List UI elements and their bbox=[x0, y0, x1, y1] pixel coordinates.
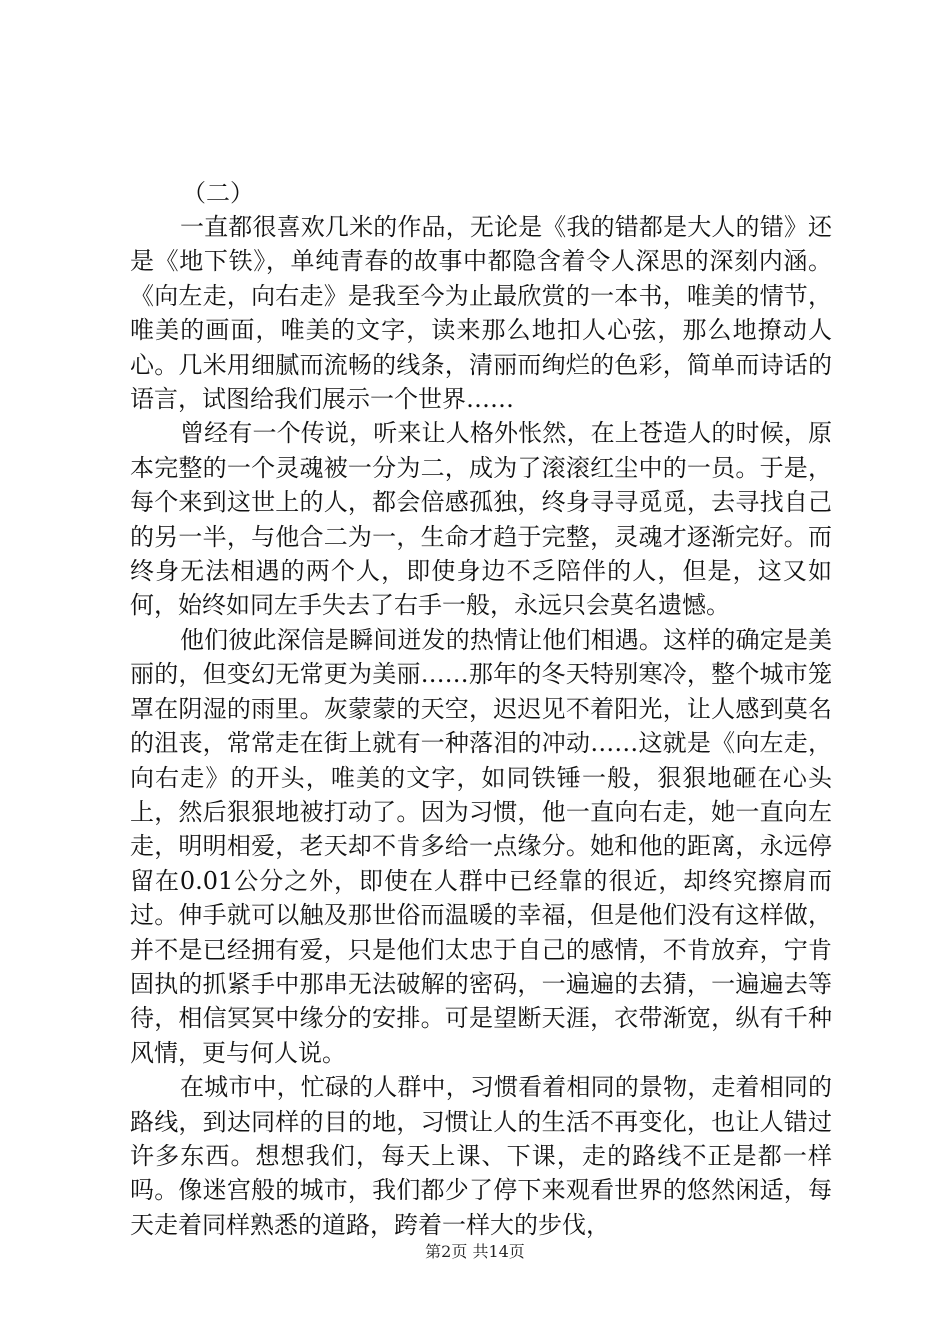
page-number-footer: 第2页 共14页 bbox=[425, 1242, 525, 1261]
paragraph-1: 一直都很喜欢几米的作品，无论是《我的错都是大人的错》还是《地下铁》，单纯青春的故事中都隐含着令人深思的深刻内涵。《向左走，向右走》是我至今为止最欣赏的一本书，唯美的情节，唯美的画面，唯美的文字，读来那么地扣人心弦，那么地撩动人心。几米用细腻而流畅的线条，清丽而绚烂的色彩，简单而诗话的语言，试图给我们展示一个世界…… bbox=[130, 213, 832, 414]
paragraph-3: 他们彼此深信是瞬间迸发的热情让他们相遇。这样的确定是美丽的，但变幻无常更为美丽……那年的冬天特别寒冷，整个城市笼罩在阴湿的雨里。灰蒙蒙的天空，迟迟见不着阳光，让人感到莫名的沮丧，常常走在街上就有一种落泪的冲动……这就是《向左走，向右走》的开头，唯美的文字，如同铁锤一般，狠狠地砸在心头上，然后狠狠地被打动了。因为习惯，他一直向右走，她一直向左走，明明相爱，老天却不肯多给一点缘分。她和他的距离，永远停留在0.01公分之外，即使在人群中已经靠的很近，却终究擦肩而过。伸手就可以触及那世俗而温暖的幸福，但是他们没有这样做，并不是已经拥有爱，只是他们太忠于自己的感情，不肯放弃，宁肯固执的抓紧手中那串无法破解的密码，一遍遍的去猜，一遍遍去等待，相信冥冥中缘分的安排。可是望断天涯，衣带渐宽，纵有千种风情，更与何人说。 bbox=[130, 625, 832, 1067]
document-body bbox=[130, 176, 832, 1242]
paragraph-4: 在城市中，忙碌的人群中，习惯看着相同的景物，走着相同的路线，到达同样的目的地，习惯让人的生活不再变化，也让人错过许多东西。想想我们，每天上课、下课，走的路线不正是都一样吗。像迷宫般的城市，我们都少了停下来观看世界的悠然闲适，每天走着同样熟悉的道路，跨着一样大的步伐， bbox=[130, 1073, 832, 1239]
paragraph-2: 曾经有一个传说，听来让人格外怅然，在上苍造人的时候，原本完整的一个灵魂被一分为二，成为了滚滚红尘中的一员。于是，每个来到这世上的人，都会倍感孤独，终身寻寻觅觅，去寻找自己的另一半，与他合二为一，生命才趋于完整，灵魂才逐渐完好。而终身无法相遇的两个人，即使身边不乏陪伴的人，但是，这又如何，始终如同左手失去了右手一般，永远只会莫名遗憾。 bbox=[130, 419, 832, 620]
section-heading: （二） bbox=[182, 179, 254, 207]
